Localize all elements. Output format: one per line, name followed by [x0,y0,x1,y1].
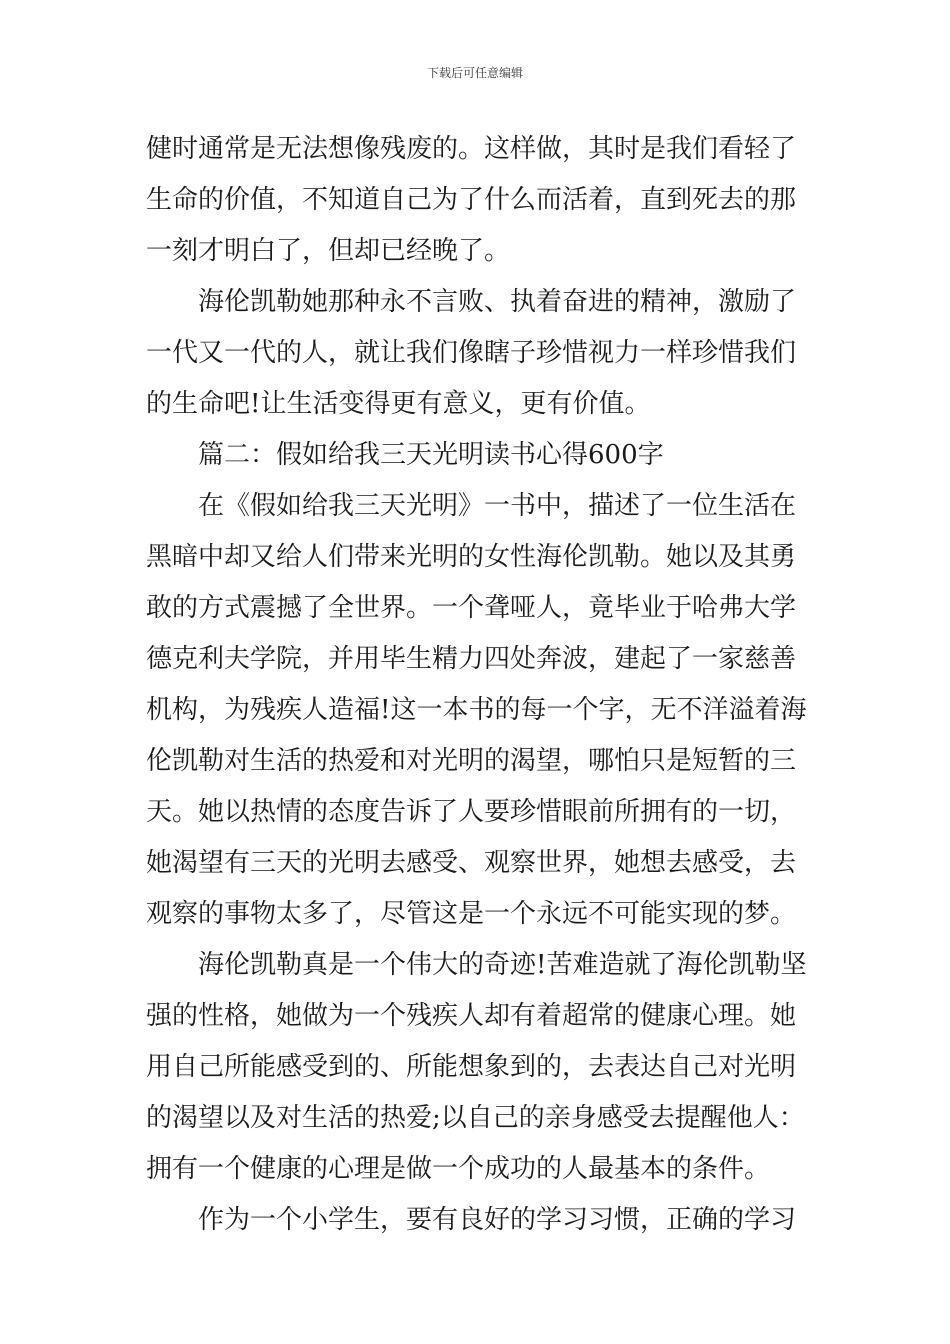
text-line: 的生命吧!让生活变得更有意义，更有价值。 [146,389,651,419]
paragraph-start-line: 作为一个小学生，要有良好的学习习惯，正确的学习 [198,1205,797,1235]
text-line: 一代又一代的人，就让我们像瞎子珍惜视力一样珍惜我们 [146,338,797,368]
page-header: 下载后可任意编辑 [426,66,523,80]
text-line: 健时通常是无法想像残废的。这样做，其时是我们看轻了 [146,134,797,164]
text-line: 黑暗中却又给人们带来光明的女性海伦凯勒。她以及其勇 [146,542,797,572]
document-body [146,124,808,1246]
text-line: 生命的价值，不知道自己为了什么而活着，直到死去的那 [146,185,797,215]
text-line: 她渴望有三天的光明去感受、观察世界，她想去感受，去 [146,848,797,878]
text-line: 强的性格，她做为一个残疾人却有着超常的健康心理。她 [146,1001,797,1031]
text-line: 敢的方式震撼了全世界。一个聋哑人，竟毕业于哈弗大学 [146,593,797,623]
text-line: 用自己所能感受到的、所能想象到的，去表达自己对光明 [146,1052,797,1082]
paragraph-start-line: 海伦凯勒真是一个伟大的奇迹!苦难造就了海伦凯勒坚 [198,950,807,980]
text-line: 德克利夫学院，并用毕生精力四处奔波，建起了一家慈善 [146,644,797,674]
text-line: 机构，为残疾人造福!这一本书的每一个字，无不洋溢着海 [146,695,807,725]
text-line: 一刻才明白了，但却已经晚了。 [146,236,511,266]
text-line: 的渴望以及对生活的热爱;以自己的亲身感受去提醒他人： [146,1103,805,1133]
text-line: 天。她以热情的态度告诉了人要珍惜眼前所拥有的一切， [146,797,797,827]
text-line: 伦凯勒对生活的热爱和对光明的渴望，哪怕只是短暂的三 [146,746,797,776]
paragraph-start-line: 在《假如给我三天光明》一书中，描述了一位生活在 [198,491,797,521]
text-line: 拥有一个健康的心理是做一个成功的人最基本的条件。 [146,1154,771,1184]
section-heading: 篇二：假如给我三天光明读书心得600字 [198,440,664,470]
paragraph-start-line: 海伦凯勒她那种永不言败、执着奋进的精神，激励了 [198,287,797,317]
text-line: 观察的事物太多了，尽管这是一个永远不可能实现的梦。 [146,899,797,929]
